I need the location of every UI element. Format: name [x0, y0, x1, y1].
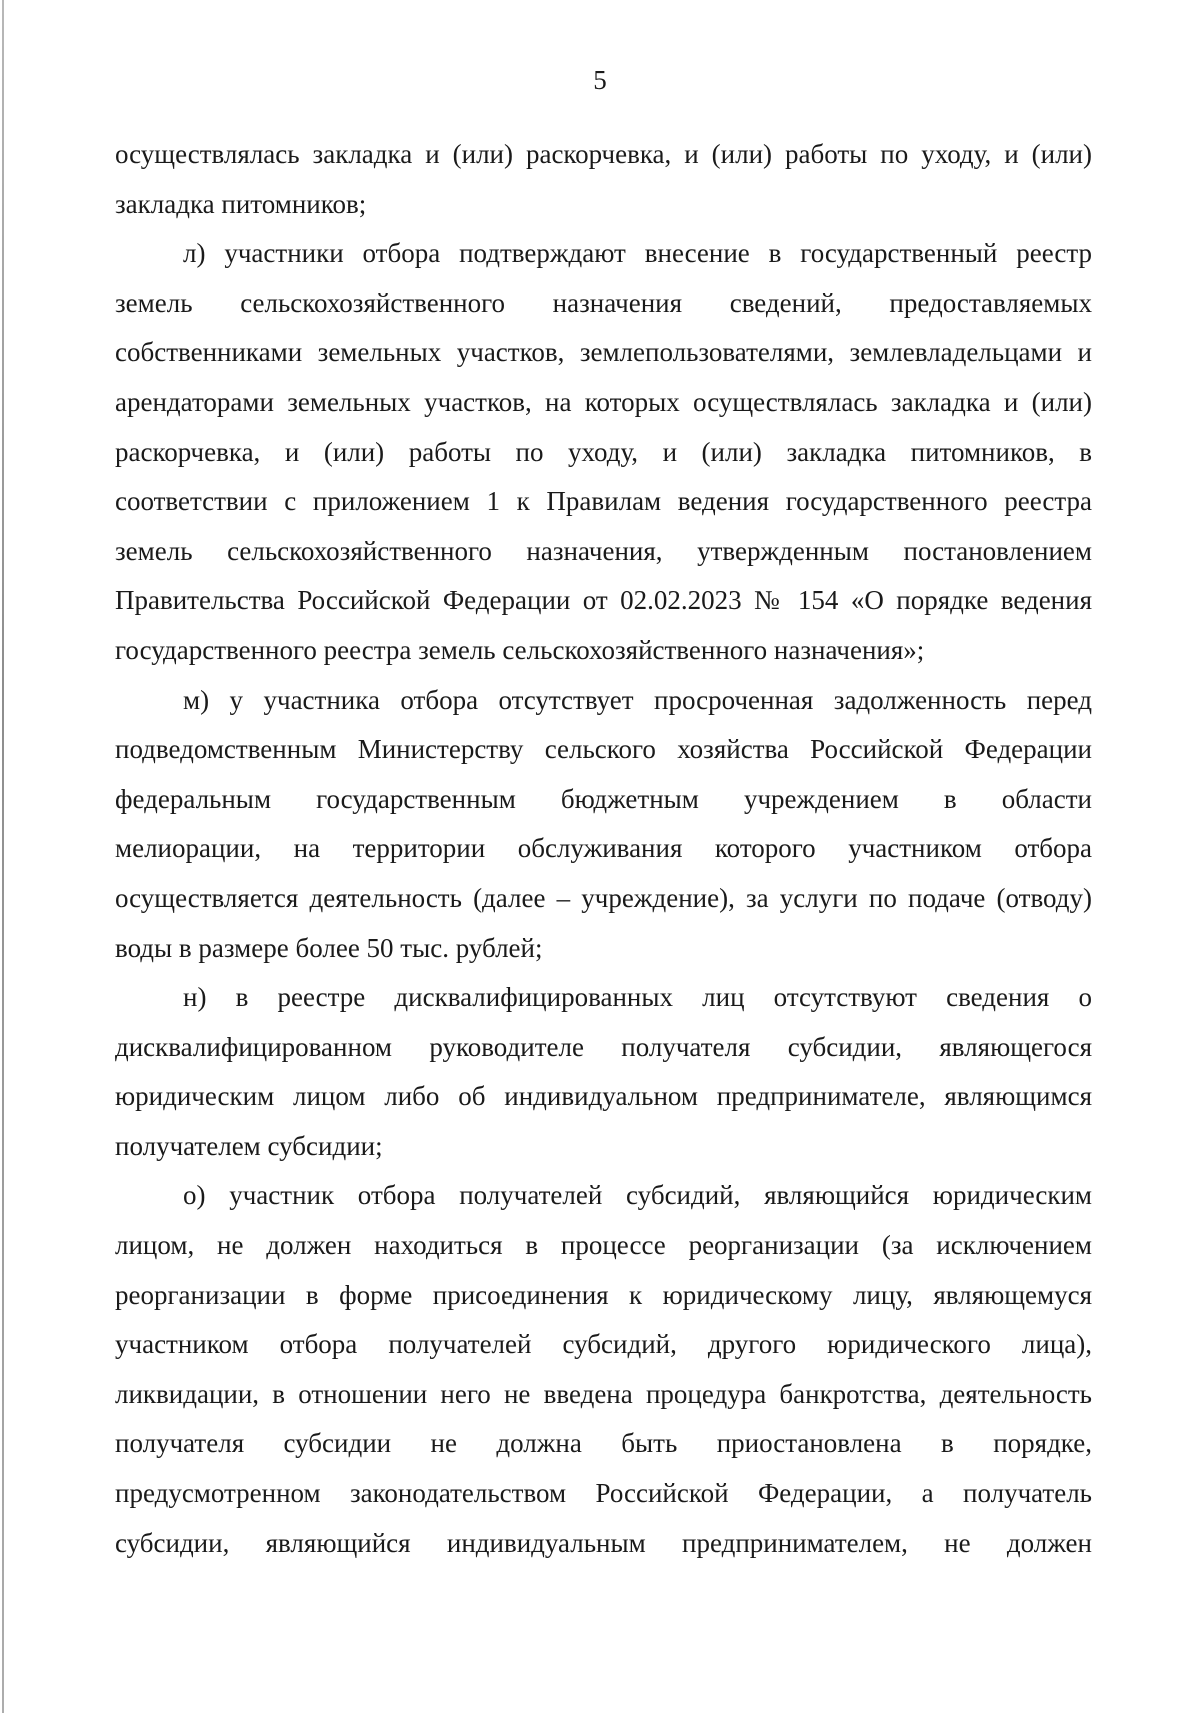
paragraph-l [115, 229, 1092, 675]
page-number: 5 [593, 65, 607, 95]
text-line: лицом, не должен находиться в процессе реорганизации (за исключением [115, 1230, 1092, 1261]
text-line: раскорчевка, и (или) работы по уходу, и (или) закладка питомников, в [115, 436, 1092, 467]
text-line: осуществлялась закладка и (или) раскорчевка, и (или) работы по уходу, и (или) [115, 139, 1092, 169]
text-line: юридическим лицом либо об индивидуальном предпринимателе, являющимся [115, 1081, 1092, 1112]
text-line: участником отбора получателей субсидий, другого юридического лица), [115, 1329, 1092, 1360]
text-line: подведомственным Министерству сельского хозяйства Российской Федерации [115, 734, 1092, 765]
text-line: осуществляется деятельность (далее – учреждение), за услуги по подаче (отводу) [115, 882, 1092, 913]
document-body [115, 130, 1092, 1568]
paragraph-o [115, 1171, 1092, 1568]
text-line: о) участник отбора получателей субсидий, являющийся юридическим [183, 1180, 1092, 1211]
text-line: дисквалифицированном руководителе получателя субсидии, являющегося [115, 1031, 1092, 1062]
paragraph-m [115, 676, 1092, 974]
text-line: Правительства Российской Федерации от 02.02.2023 № 154 «О порядке ведения [115, 585, 1092, 616]
text-line: земель сельскохозяйственного назначения сведений, предоставляемых [115, 287, 1092, 318]
text-line: реорганизации в форме присоединения к юридическому лицу, являющемуся [115, 1279, 1092, 1310]
text-line: предусмотренном законодательством Российской Федерации, а получатель [115, 1478, 1092, 1509]
text-line: собственниками земельных участков, землепользователями, землевладельцами и [115, 337, 1092, 368]
paragraph-continuation [115, 130, 1092, 229]
text-line: воды в размере более 50 тыс. рублей; [115, 932, 543, 963]
text-line: мелиорации, на территории обслуживания которого участником отбора [115, 833, 1092, 864]
text-line: получателем субсидии; [115, 1130, 383, 1161]
text-line: закладка питомников; [115, 188, 367, 219]
paragraph-n [115, 973, 1092, 1171]
text-line: земель сельскохозяйственного назначения, утвержденным постановлением [115, 535, 1092, 566]
text-line: м) у участника отбора отсутствует просроченная задолженность перед [183, 684, 1092, 715]
text-line: л) участники отбора подтверждают внесение в государственный реестр [183, 238, 1092, 269]
text-line: федеральным государственным бюджетным учреждением в области [115, 783, 1092, 814]
text-line: получателя субсидии не должна быть приостановлена в порядке, [115, 1428, 1092, 1459]
text-line: н) в реестре дисквалифицированных лиц отсутствуют сведения о [183, 982, 1092, 1013]
text-line: государственного реестра земель сельскохозяйственного назначения»; [115, 634, 925, 665]
text-line: арендаторами земельных участков, на которых осуществлялась закладка и (или) [115, 386, 1092, 417]
text-line: соответствии с приложением 1 к Правилам ведения государственного реестра [115, 486, 1092, 517]
text-line: субсидии, являющийся индивидуальным предпринимателем, не должен [115, 1527, 1092, 1558]
scan-edge [2, 0, 4, 1713]
text-line: ликвидации, в отношении него не введена процедура банкротства, деятельность [115, 1378, 1092, 1409]
